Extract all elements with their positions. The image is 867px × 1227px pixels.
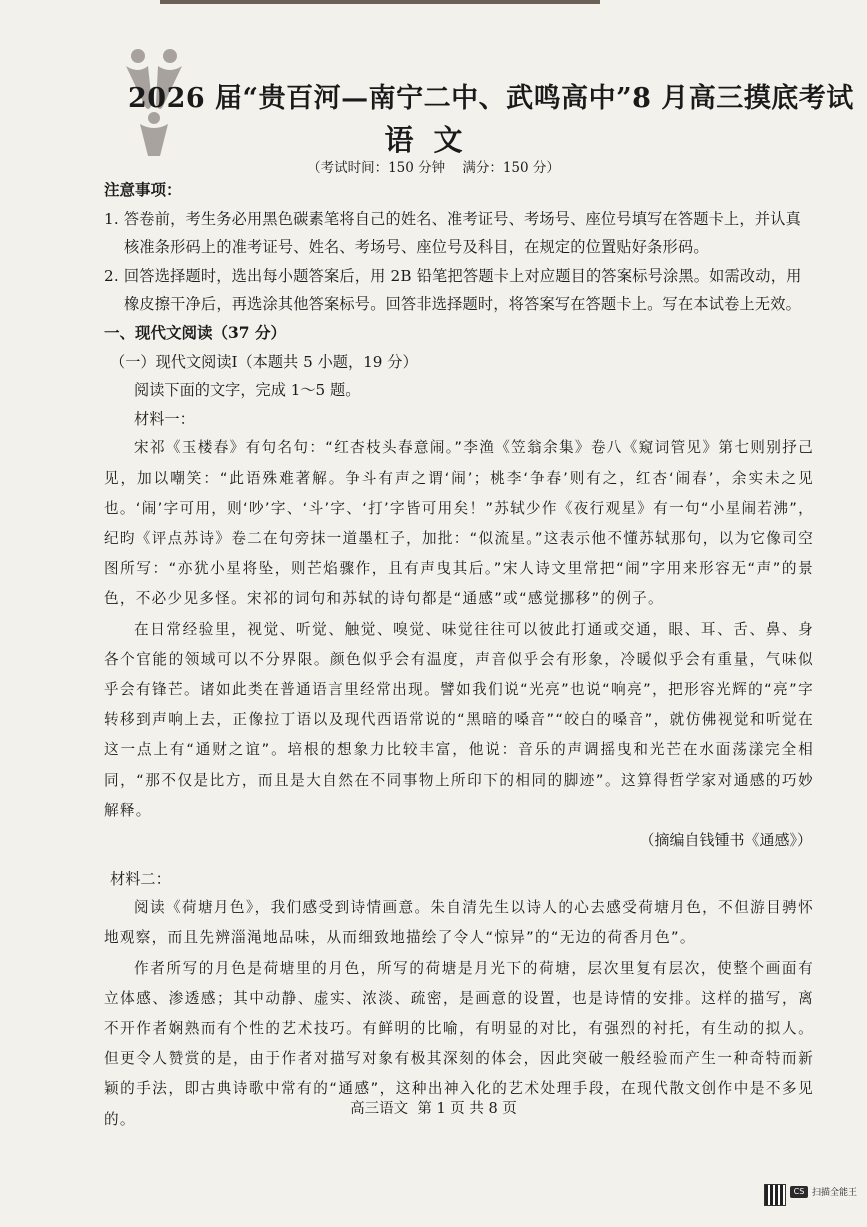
material2-heading: 材料二： (110, 869, 171, 888)
material1-heading: 材料一： (134, 409, 195, 428)
material2-paragraph: 阅读《荷塘月色》，我们感受到诗情画意。朱自清先生以诗人的心去感受荷塘月色，不但游目骋怀地观察，而且先辨淄渑地品味，从而细致地描绘了令人“惊异”的“无边的荷香月色”。 (104, 899, 814, 947)
notice-heading: 注意事项： (104, 180, 182, 199)
page-footer: 高三语文 第 1 页 共 8 页 (350, 1101, 517, 1117)
material1-source: （摘编自钱锺书《通感》） (639, 830, 812, 849)
scanner-badge-icon: CS (790, 1186, 808, 1198)
exam-title: 2026 届“贵百河—南宁二中、武鸣高中”8 月高三摸底考试 (128, 83, 854, 114)
top-edge-bar (160, 0, 600, 4)
subsection-heading: （一）现代文阅读Ⅰ（本题共 5 小题，19 分） (110, 352, 418, 371)
material1-paragraph: 宋祁《玉楼春》有句名句：“红杏枝头春意闹。”李渔《笠翁余集》卷八《窥词管见》第七则别抒己见，加以嘲笑：“此语殊难著解。争斗有声之谓‘闹’；桃李‘争春’则有之，红杏‘闹春’，余实未之见也。‘闹’字可用，则‘吵’字、‘斗’字、‘打’字皆可用矣！”苏轼少作《夜行观星》有一句“小星闹若沸”，纪昀《评点苏诗》卷二在句旁抹一道墨杠子，加批：“似流星。”这表示他不懂苏轼那句，以为它像司空图所写：“亦犹小星将坠，则芒焰骤作，且有声曳其后。”宋人诗文里常把“闹”字用来形容无“声”的景色，不必少见多怪。宋祁的词句和苏轼的诗句都是“通感”或“感觉挪移”的例子。 (104, 439, 814, 608)
section-heading: 一、现代文阅读（37 分） (104, 322, 286, 342)
exam-info: （考试时间：150 分钟 满分：150 分） (307, 160, 560, 176)
material1-paragraph: 在日常经验里，视觉、听觉、触觉、嗅觉、味觉往往可以彼此打通或交通，眼、耳、舌、鼻、身各个官能的领域可以不分界限。颜色似乎会有温度，声音似乎会有形象，冷暖似乎会有重量，气味似乎会有锋芒。诸如此类在普通语言里经常出现。譬如我们说“光亮”也说“响亮”，把形容光辉的“亮”字转移到声响上去，正像拉丁语以及现代西语常说的“黑暗的嗓音”“皎白的嗓音”，就仿佛视觉和听觉在这一点上有“通财之谊”。培根的想象力比较丰富，他说：音乐的声调摇曳和光芒在水面荡漾完全相同，“那不仅是比方，而且是大自然在不同事物上所印下的相同的脚迹”。这算得哲学家对通感的巧妙解释。 (104, 620, 814, 819)
subject-title: 语文 (384, 123, 483, 157)
material2-paragraph: 作者所写的月色是荷塘里的月色，所写的荷塘是月光下的荷塘，层次里复有层次，使整个画面有立体感、渗透感；其中动静、虚实、浓淡、疏密，是画意的设置，也是诗情的安排。这样的描写，离不开作者娴熟而有个性的艺术技巧。有鲜明的比喻，有明显的对比，有强烈的衬托，有生动的拟人。但更令人赞赏的是，由于作者对描写对象有极其深刻的体会，因此突破一般经验而产生一种奇特而新颖的手法，即古典诗歌中常有的“通感”，这种出神入化的艺术处理手段，在现代散文创作中是不多见的。 (104, 959, 814, 1128)
qr-code-icon (764, 1184, 786, 1206)
notice-item: 1. 答卷前，考生务必用黑色碳素笔将自己的姓名、准考证号、考场号、座位号填写在答题卡上，并认真核准条形码上的准考证号、姓名、考场号、座位号及科目，在规定的位置贴好条形码。 (104, 209, 801, 257)
page-content (104, 176, 814, 1135)
reading-instruction: 阅读下面的文字，完成 1～5 题。 (134, 381, 361, 400)
scanner-badge-label: 扫描全能王 (812, 1188, 858, 1198)
notice-item: 2. 回答选择题时，选出每小题答案后，用 2B 铅笔把答题卡上对应题目的答案标号涂黑。如需改动，用橡皮擦干净后，再选涂其他答案标号。回答非选择题时，将答案写在答题卡上。写在本试卷上无效。 (104, 266, 802, 314)
